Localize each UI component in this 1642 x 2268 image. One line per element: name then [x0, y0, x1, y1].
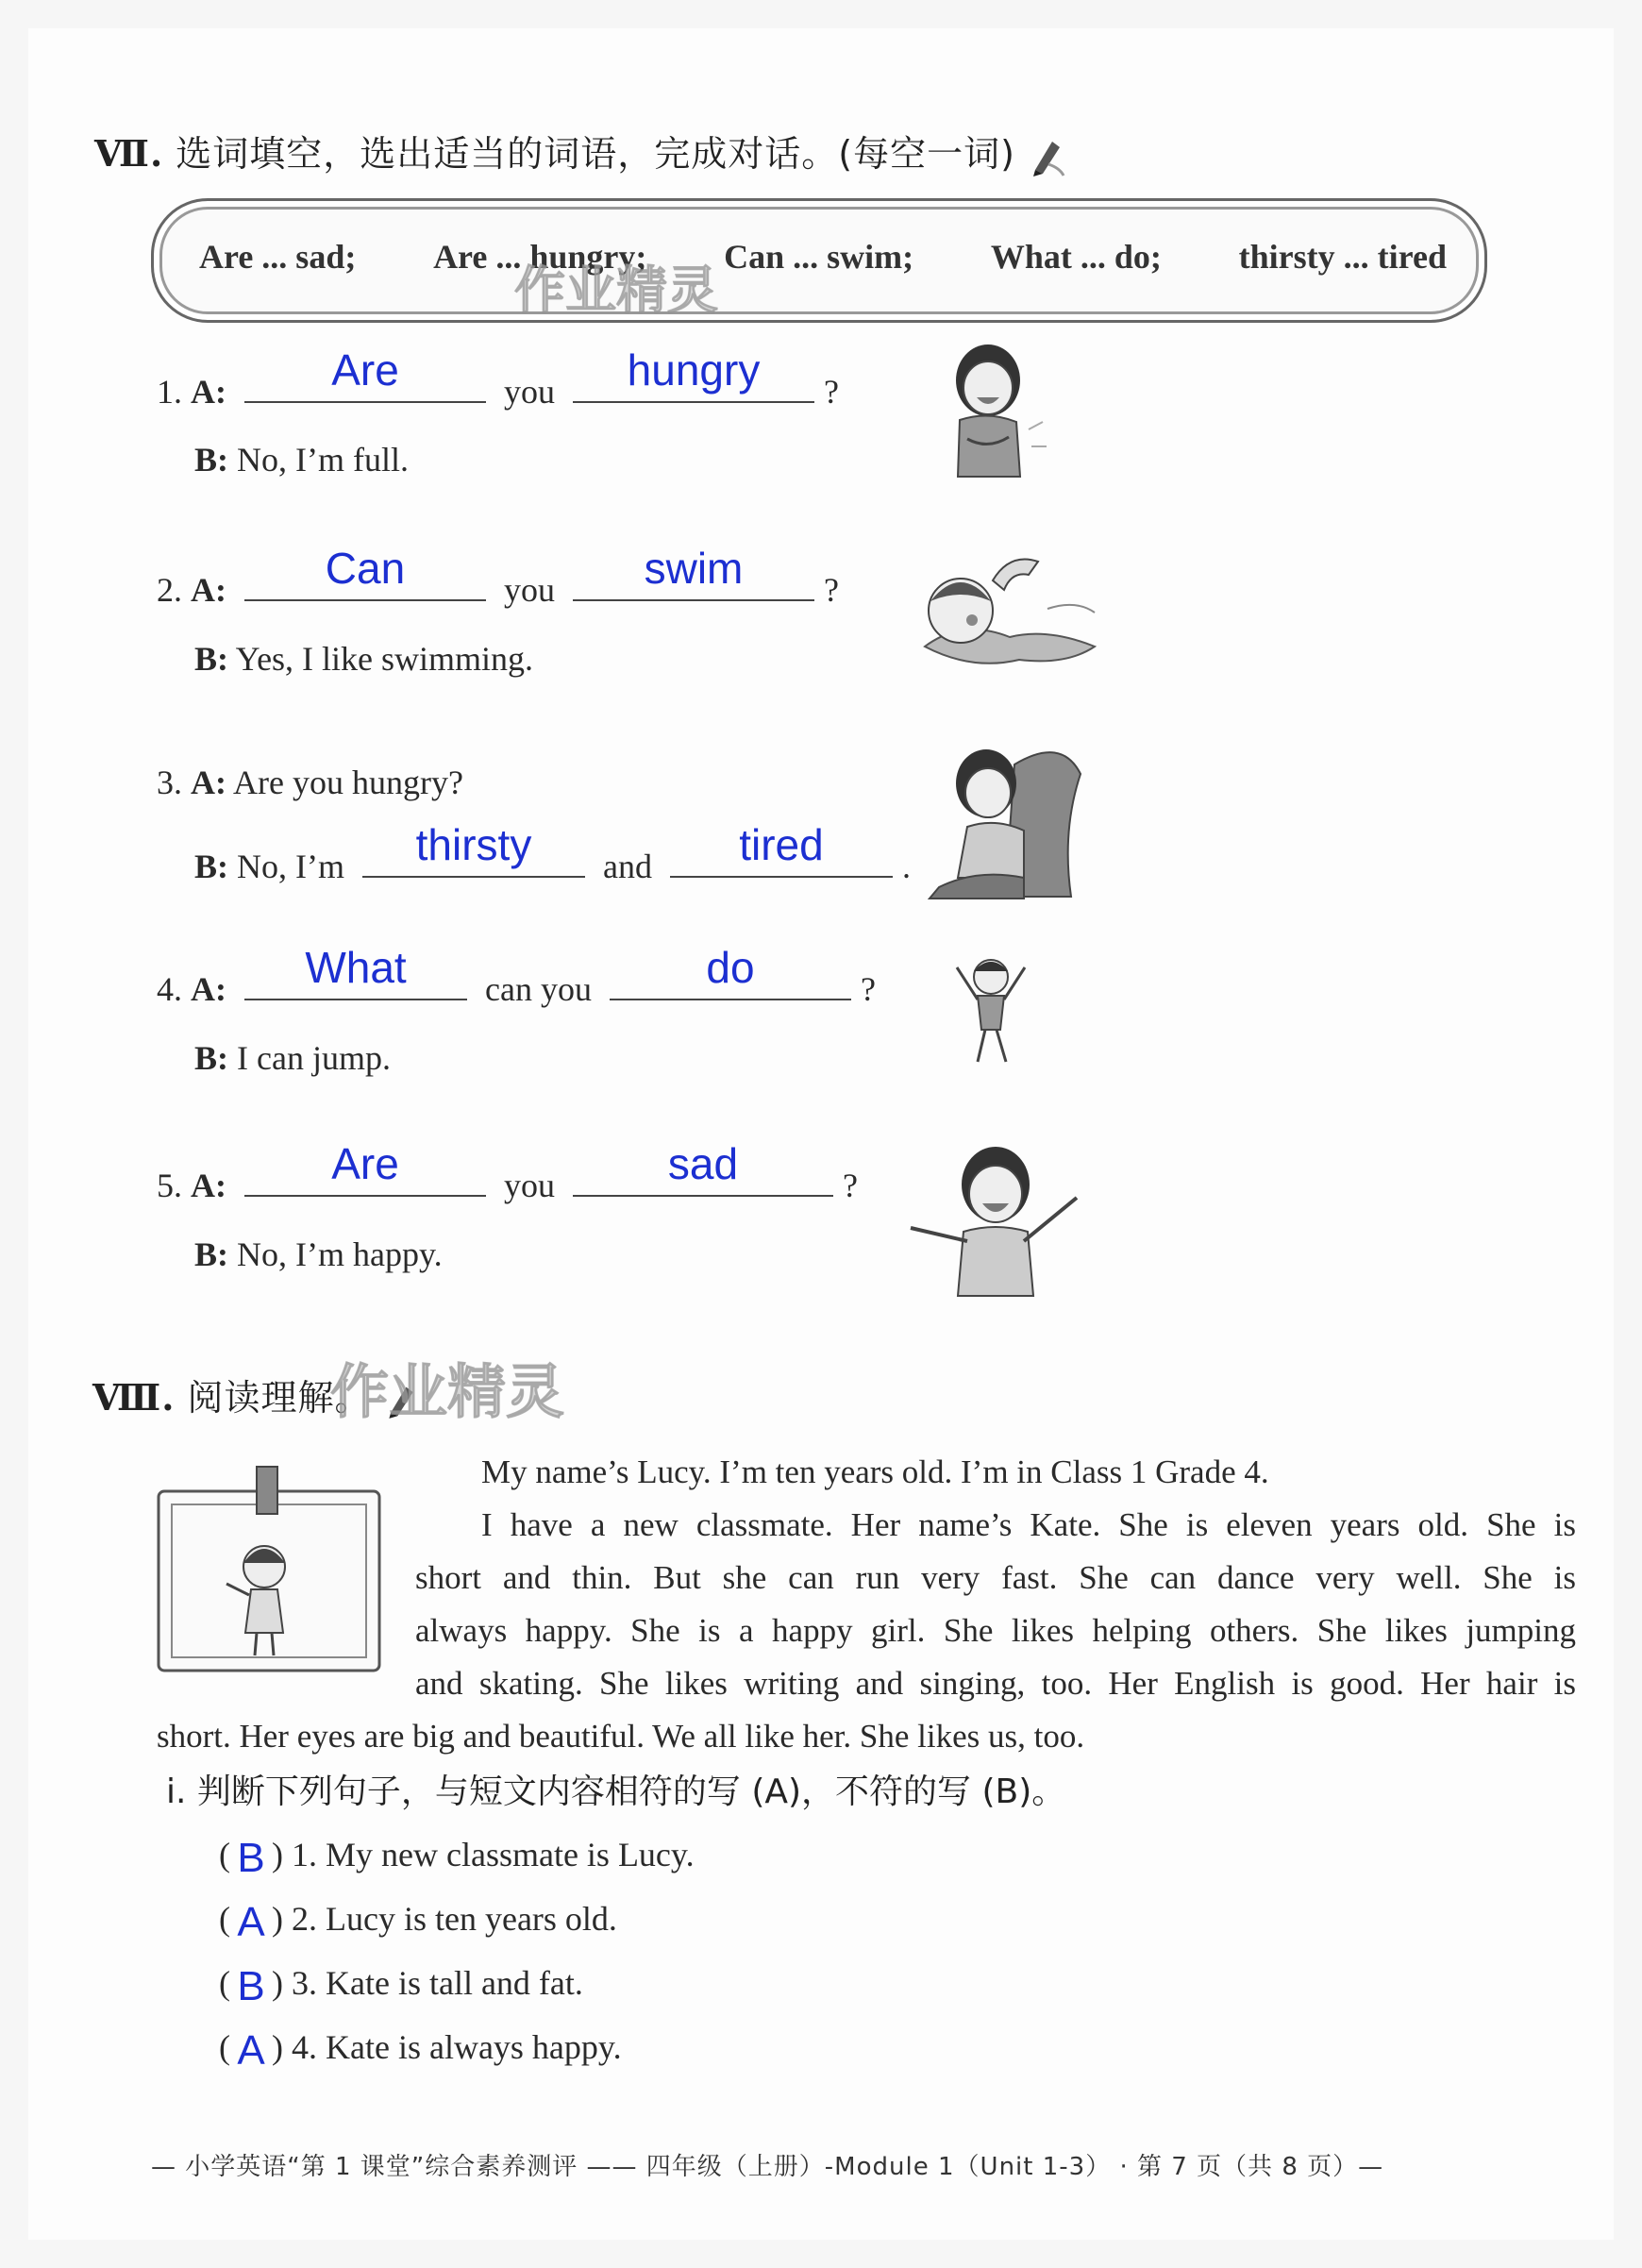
item-number: 5.	[157, 1167, 182, 1204]
passage-line: short. Her eyes are big and beautiful. We all like her. She likes us, too.	[157, 1718, 1085, 1755]
item2-question	[157, 544, 839, 610]
speaker-b: B:	[194, 848, 228, 885]
item-number: 2.	[157, 571, 182, 609]
question-text: you	[504, 373, 555, 411]
answer-text: Are	[331, 1139, 399, 1188]
section7-title	[94, 125, 1065, 177]
reply-text: No, I’m	[237, 848, 344, 885]
item3-reply	[194, 820, 911, 886]
reply-text: No, I’m full.	[237, 441, 409, 479]
speaker-a: A:	[191, 764, 226, 801]
word-bank-item: thirsty ... tired	[1238, 238, 1447, 276]
answer-text: Are	[331, 345, 399, 395]
answer-blank[interactable]	[573, 544, 814, 601]
speaker-a: A:	[191, 970, 226, 1008]
watermark: 作业精灵	[514, 260, 718, 320]
pencil-icon	[1028, 136, 1065, 177]
section8-number: Ⅷ.	[92, 1376, 176, 1419]
item-number: 1.	[157, 373, 182, 411]
answer-text: tired	[739, 820, 824, 869]
section7-number: Ⅶ.	[94, 132, 164, 175]
word-bank	[151, 198, 1487, 323]
judgement-text: 1. My new classmate is Lucy.	[292, 1836, 695, 1873]
speaker-b: B:	[194, 640, 228, 678]
passage-line: short and thin. But she can run very fast. She can dance very well. She is	[415, 1559, 1576, 1596]
speaker-a: A:	[191, 571, 226, 609]
page-footer: — 小学英语“第 1 课堂”综合素养测评 —— 四年级（上册）-Module 1（Unit 1-3） · 第 7 页（共 8 页）—	[151, 2153, 1384, 2181]
answer-blank[interactable]	[244, 544, 486, 601]
answer-text: hungry	[627, 345, 761, 395]
question-text: Are you hungry?	[233, 764, 463, 801]
answer-text: What	[305, 943, 407, 992]
happy-girl-illustration	[892, 1137, 1099, 1298]
item3-question	[157, 763, 463, 802]
word-bank-item: Are ... hungry;	[433, 238, 647, 276]
answer-text: sad	[667, 1139, 739, 1188]
watermark: 作业精灵	[330, 1357, 565, 1426]
judgement-answer[interactable]: A	[237, 1899, 265, 1945]
section7-title-text: 选词填空，选出适当的词语，完成对话。(每空一词)	[176, 133, 1015, 175]
reply-text: No, I’m happy.	[237, 1235, 443, 1273]
question-text: you	[504, 571, 555, 609]
speaker-a: A:	[191, 1167, 226, 1204]
item1-question	[157, 345, 839, 412]
judgement-item: ( A ) 2. Lucy is ten years old.	[219, 1899, 617, 1945]
answer-text: do	[706, 943, 755, 992]
answer-blank[interactable]	[362, 820, 585, 878]
word-bank-item: Can ... swim;	[724, 238, 914, 276]
item5-question	[157, 1139, 858, 1205]
judgement-answer[interactable]: A	[237, 2027, 265, 2074]
subsection-i-title: ⅰ. 判断下列句子，与短文内容相符的写 (A)，不符的写 (B)。	[166, 1772, 1066, 1811]
judgement-item: ( A ) 4. Kate is always happy.	[219, 2027, 622, 2074]
word-bank-item: Are ... sad;	[199, 238, 357, 276]
item4-reply	[194, 1038, 391, 1078]
kate-picture-frame-illustration	[151, 1463, 387, 1680]
judgement-text: 2. Lucy is ten years old.	[292, 1900, 617, 1938]
answer-blank[interactable]	[244, 345, 486, 403]
swimmer-illustration	[906, 543, 1114, 680]
answer-text: swim	[644, 544, 744, 593]
item2-reply	[194, 639, 533, 679]
speaker-a: A:	[191, 373, 226, 411]
word-bank-item: What ... do;	[990, 238, 1162, 276]
speaker-b: B:	[194, 1235, 228, 1273]
passage-line: always happy. She is a happy girl. She likes helping others. She likes jumping	[415, 1612, 1576, 1649]
question-text: can you	[485, 970, 592, 1008]
jumping-boy-illustration	[944, 949, 1038, 1081]
passage-line: and skating. She likes writing and singing, too. Her English is good. Her hair is	[415, 1665, 1576, 1702]
punctuation: ?	[860, 970, 876, 1008]
punctuation: .	[901, 848, 911, 885]
passage-line: My name’s Lucy. I’m ten years old. I’m in Class 1 Grade 4.	[481, 1453, 1269, 1490]
reply-text: and	[602, 848, 652, 885]
item5-reply	[194, 1235, 443, 1274]
answer-blank[interactable]	[670, 820, 893, 878]
passage-line: I have a new classmate. Her name’s Kate. She is eleven years old. She is	[481, 1506, 1576, 1543]
item1-reply	[194, 440, 409, 479]
answer-blank[interactable]	[573, 1139, 833, 1197]
answer-blank[interactable]	[244, 943, 467, 1000]
question-text: you	[504, 1167, 555, 1204]
answer-text: Can	[325, 544, 406, 593]
punctuation: ?	[824, 373, 839, 411]
tired-girl-illustration	[920, 736, 1099, 901]
punctuation: ?	[824, 571, 839, 609]
answer-blank[interactable]	[573, 345, 814, 403]
answer-text: thirsty	[415, 820, 532, 869]
judgement-answer[interactable]: B	[237, 1835, 265, 1881]
judgement-item: ( B ) 1. My new classmate is Lucy.	[219, 1835, 695, 1881]
answer-blank[interactable]	[610, 943, 851, 1000]
girl-full-illustration	[939, 335, 1052, 491]
reply-text: Yes, I like swimming.	[235, 640, 534, 678]
judgement-item: ( B ) 3. Kate is tall and fat.	[219, 1963, 583, 2009]
speaker-b: B:	[194, 441, 228, 479]
answer-blank[interactable]	[244, 1139, 486, 1197]
judgement-text: 4. Kate is always happy.	[292, 2028, 622, 2066]
item4-question	[157, 943, 876, 1009]
speaker-b: B:	[194, 1039, 228, 1077]
punctuation: ?	[843, 1167, 858, 1204]
item-number: 3.	[157, 764, 182, 801]
item-number: 4.	[157, 970, 182, 1008]
section8-title-text: 阅读理解。	[187, 1377, 372, 1419]
judgement-answer[interactable]: B	[237, 1963, 265, 2009]
judgement-text: 3. Kate is tall and fat.	[292, 1964, 583, 2002]
reply-text: I can jump.	[237, 1039, 391, 1077]
